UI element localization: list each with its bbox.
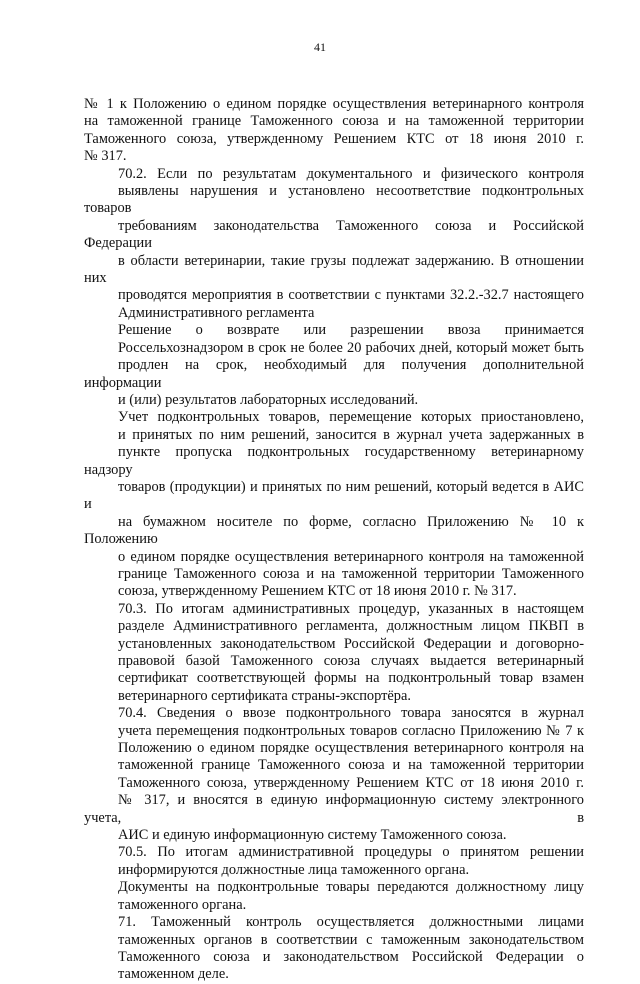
text-line: в области ветеринарии, такие грузы подлежат задержанию. В отношении них — [84, 252, 584, 287]
text-line: 70.5. По итогам административной процедуры о принятом решении — [118, 844, 584, 861]
text-line: информируются должностные лица таможенного органа. — [118, 861, 470, 878]
text-line: проводятся мероприятия в соответствии с пунктами 32.2.-32.7 настоящего — [118, 287, 584, 304]
text-line: таможенном деле. — [118, 966, 229, 983]
page-number: 41 — [314, 40, 326, 54]
text-line: на бумажном носителе по форме, согласно Приложению № 10 к Положению — [84, 513, 584, 548]
text-line: о едином порядке осуществления ветеринарного контроля на таможенной — [118, 548, 584, 565]
text-line: пункте пропуска подконтрольных государственному ветеринарному надзору — [84, 444, 584, 478]
text-line: выявлены нарушения и установлено несоответствие подконтрольных товаров — [84, 183, 584, 217]
text-line: учета перемещения подконтрольных товаров согласно Приложению № 7 к — [118, 722, 584, 739]
text-line: таможенных органов в соответствии с таможенным законодательством — [118, 931, 584, 948]
text-line: Таможенного союза и законодательством Российской Федерации о — [118, 948, 584, 965]
paragraph — [84, 601, 584, 705]
text-line: 70.3. По итогам административных процедур, указанных в настоящем — [118, 600, 584, 617]
text-line: № 317. — [84, 148, 127, 165]
text-line: Таможенного союза, утвержденному Решением КТС от 18 июня 2010 г. — [84, 130, 584, 147]
text-line: установленных законодательством Российской Федерации и договорно- — [118, 635, 584, 652]
paragraph — [84, 914, 584, 984]
text-line: № 1 к Положению о едином порядке осуществления ветеринарного контроля — [84, 96, 584, 112]
text-line: союза, утвержденному Решением КТС от 18 июня 2010 г. № 317. — [118, 583, 517, 600]
text-line: 70.2. Если по результатам документального и физического контроля — [118, 165, 584, 182]
text-line: Административного регламента — [118, 304, 315, 321]
text-line: Россельхознадзором в срок не более 20 рабочих дней, который может быть — [118, 339, 584, 356]
text-line: разделе Административного регламента, должностным лицом ПКВП в — [118, 618, 584, 635]
text-line: товаров (продукции) и принятых по ним решений, который ведется в АИС и — [84, 478, 584, 513]
text-line: ветеринарного сертификата страны-экспортёра. — [118, 687, 411, 704]
text-line: 70.4. Сведения о ввозе подконтрольного товара заносятся в журнал — [118, 705, 584, 722]
text-line: Документы на подконтрольные товары передаются должностному лицу — [118, 879, 584, 896]
text-line: продлен на срок, необходимый для получения дополнительной информации — [84, 357, 584, 391]
paragraph — [84, 322, 584, 409]
text-line: Таможенного союза, утвержденному Решением КТС от 18 июня 2010 г. — [118, 774, 584, 791]
text-line: и принятых по ним решений, заносится в журнал учета задержанных в — [118, 426, 584, 443]
text-line: границе Таможенного союза и на таможенной территории Таможенного — [118, 565, 584, 582]
text-line: № 317, и вносятся в единую информационную систему электронного учета, в — [84, 792, 584, 826]
text-line: Учет подконтрольных товаров, перемещение которых приостановлено, — [118, 409, 584, 426]
text-line: требованиям законодательства Таможенного союза и Российской Федерации — [84, 217, 584, 252]
paragraph — [84, 166, 584, 323]
paragraph — [84, 844, 584, 879]
paragraph — [84, 705, 584, 844]
text-line: правовой базой Таможенного союза случаях выдается ветеринарный — [118, 653, 584, 669]
paragraph — [84, 409, 584, 600]
paragraph — [84, 96, 584, 166]
document-body — [84, 96, 584, 984]
text-line: таможенной границе Таможенного союза и на таможенной территории — [118, 757, 584, 774]
text-line: и (или) результатов лабораторных исследований. — [118, 391, 419, 408]
text-line: на таможенной границе Таможенного союза и на таможенной территории — [84, 113, 584, 130]
paragraph — [84, 879, 584, 914]
text-line: Положению о едином порядке осуществления ветеринарного контроля на — [118, 740, 584, 757]
text-line: Решение о возврате или разрешении ввоза принимается — [118, 322, 584, 339]
text-line: таможенного органа. — [118, 896, 247, 913]
text-line: 71. Таможенный контроль осуществляется должностными лицами — [118, 914, 584, 931]
text-line: АИС и единую информационную систему Таможенного союза. — [118, 827, 507, 844]
text-line: сертификат соответствующей формы на подконтрольный товар взамен — [118, 670, 584, 687]
